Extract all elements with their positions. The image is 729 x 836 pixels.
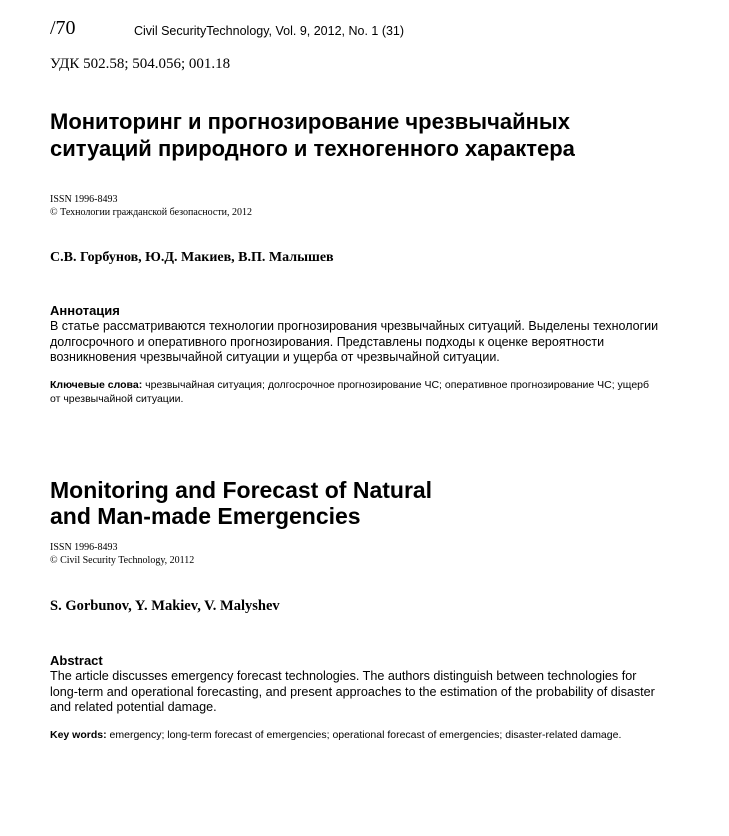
journal-citation: Civil SecurityTechnology, Vol. 9, 2012, No. 1 (31) [134,24,405,38]
abstract-ru [50,303,660,366]
title-en-line2: and Man-made Emergencies [50,503,361,529]
title-ru-line1: Мониторинг и прогнозирование чрезвычайных [50,109,570,134]
title-en [50,477,432,529]
udk-code: УДК 502.58; 504.056; 001.18 [50,56,231,72]
abstract-text-ru: В статье рассматриваются технологии прогнозирования чрезвычайных ситуаций. Выделены технологии долгосрочного и оперативного прогнозирования. Представлены подходы к оценке вероятности возникновения чрезвычайной ситуации и ущерба от чрезвычайной ситуации. [50,319,659,364]
page-number: /70 [50,17,76,39]
keywords-ru [50,378,660,406]
title-ru-line2: ситуаций природного и техногенного характера [50,136,575,161]
copyright-ru: © Технологии гражданской безопасности, 2012 [50,207,253,218]
abstract-heading-en: Abstract [50,653,103,668]
abstract-heading-ru: Аннотация [50,303,120,318]
issn-block-en [50,541,194,567]
authors-ru: С.В. Горбунов, Ю.Д. Макиев, В.П. Малышев [50,250,334,265]
keywords-label-ru: Ключевые слова: [50,379,143,391]
title-en-line1: Monitoring and Forecast of Natural [50,477,433,503]
authors-en: S. Gorbunov, Y. Makiev, V. Malyshev [50,598,280,614]
abstract-text-en: The article discusses emergency forecast technologies. The authors distinguish between technologies for long-term and operational forecasting, and present approaches to the estimation of the probability of disaster and related potential damage. [50,669,655,714]
keywords-text-en: emergency; long-term forecast of emergencies; operational forecast of emergencies; disaster-related damage. [109,729,622,741]
issn-block-ru [50,193,252,219]
keywords-text-ru: чрезвычайная ситуация; долгосрочное прогнозирование ЧС; оперативное прогнозирование ЧС; ущерб от чрезвычайной ситуации. [50,379,650,405]
copyright-en: © Civil Security Technology, 20112 [50,555,195,566]
title-ru [50,108,575,162]
keywords-en [50,728,660,742]
issn-ru: ISSN 1996-8493 [50,194,118,205]
keywords-label-en: Key words: [50,729,107,741]
issn-en: ISSN 1996-8493 [50,542,118,553]
abstract-en [50,653,660,716]
